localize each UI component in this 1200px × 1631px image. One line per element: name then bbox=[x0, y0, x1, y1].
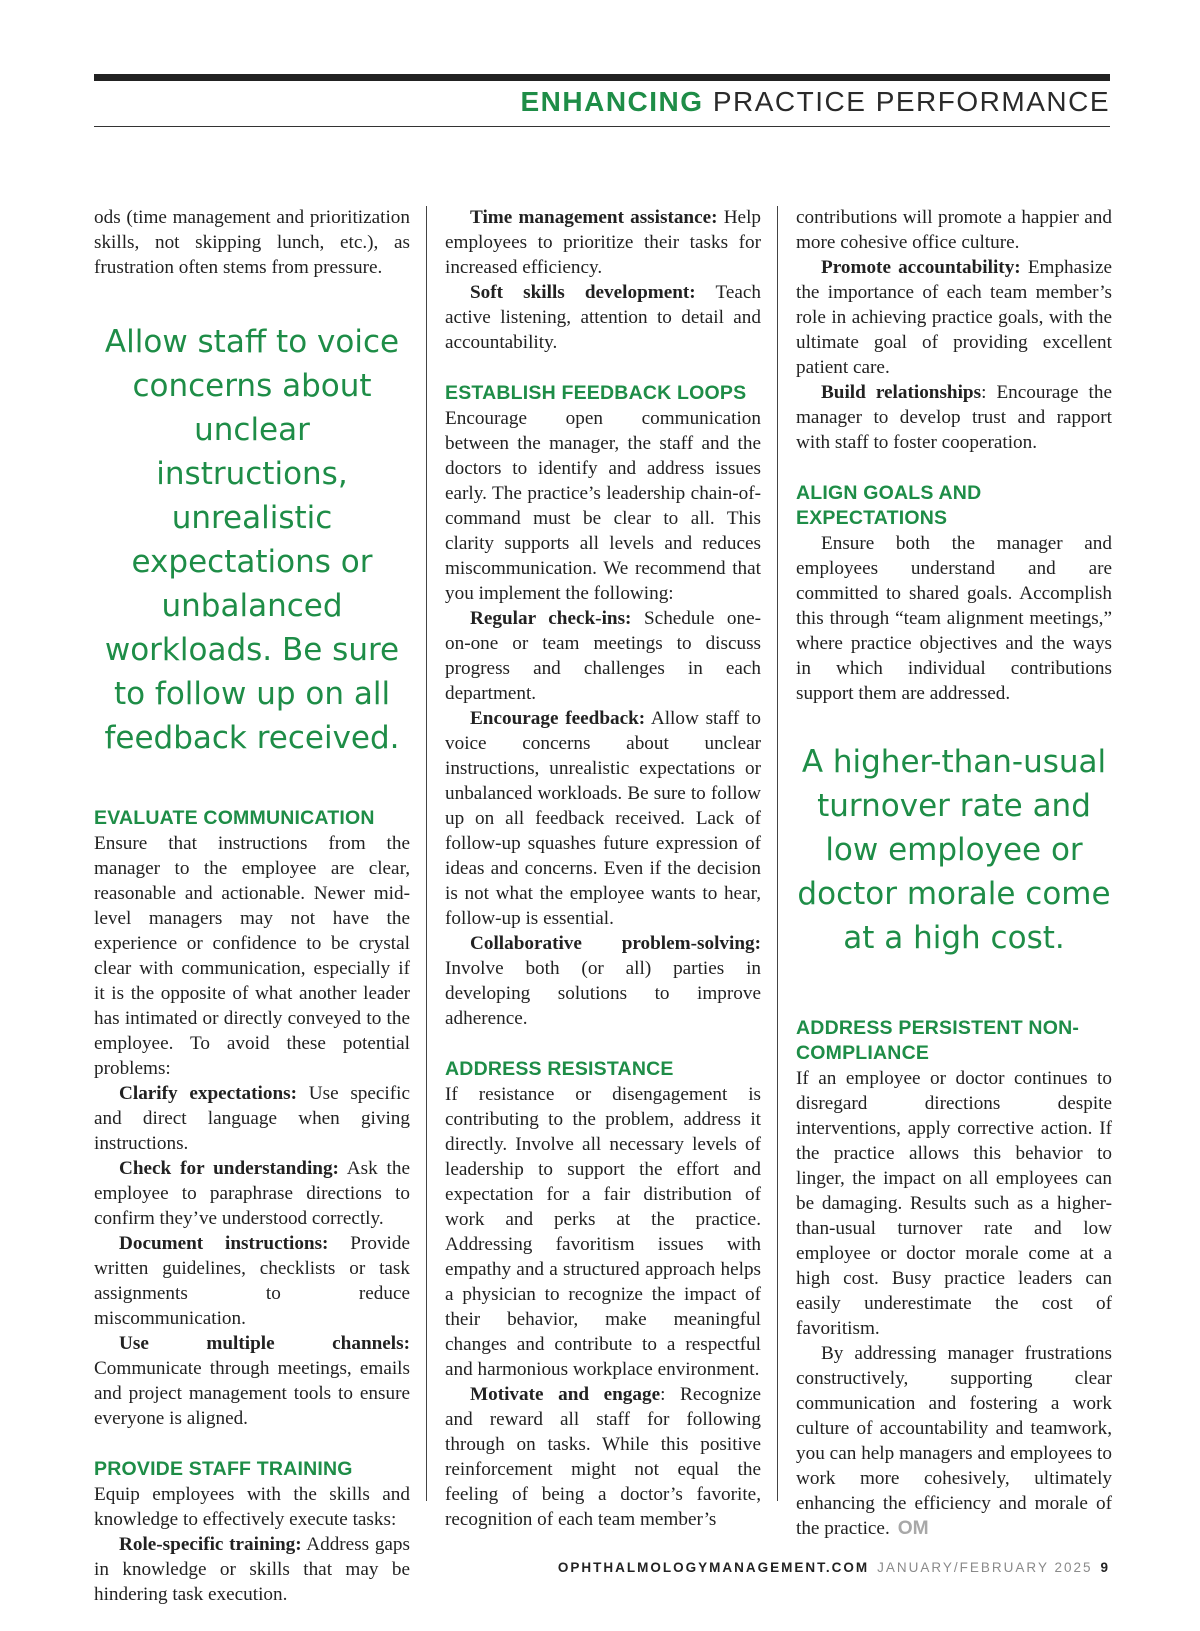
document-text: Provide written guidelines, checklists or task assignments to reduce miscommunication. bbox=[94, 1233, 410, 1329]
check-item bbox=[94, 1156, 410, 1231]
motivate-text: : Recognize and reward all staff for following through on tasks. While this positive reinforcement might not equal the feeling of being a doctor’s favorite, recognition of each team member’s bbox=[445, 1384, 761, 1530]
column-divider-right bbox=[777, 206, 778, 1501]
checkins-term: Regular check-ins: bbox=[470, 608, 632, 629]
pull-quote-feedback: Allow staff to voice concerns about unclear instructions, unrealistic expectations or unbalanced workloads. Be sure to follow up on all feedback received. bbox=[104, 324, 400, 756]
header-rule bbox=[94, 126, 1110, 127]
persistent-paragraph: If an employee or doctor continues to disregard directions despite interventions, apply corrective action. If the practice allows this behavior to linger, the impact on all employees can be damaging. Results such as a higher-than-usual turnover rate and low employee or doctor morale come at a high cost. Busy practice leaders can easily underestimate the cost of favoritism. bbox=[796, 1068, 1112, 1339]
checkins-text: Schedule one-on-one or team meetings to discuss progress and challenges in each department. bbox=[445, 608, 761, 704]
document-item bbox=[94, 1231, 410, 1331]
page-number: 9 bbox=[1100, 1560, 1110, 1575]
column-middle bbox=[445, 205, 761, 1532]
checkins-item bbox=[445, 606, 761, 706]
clarify-text: Use specific and direct language when giving instructions. bbox=[94, 1083, 410, 1154]
build-item bbox=[796, 380, 1112, 455]
role-term: Role-specific training: bbox=[119, 1534, 302, 1555]
heading-align-goals: ALIGN GOALS AND EXPECTATIONS bbox=[796, 482, 982, 529]
time-term: Time management assistance: bbox=[470, 207, 718, 228]
footer-date: JANUARY/FEBRUARY 2025 bbox=[877, 1560, 1093, 1575]
heading-provide-staff-training: PROVIDE STAFF TRAINING bbox=[94, 1458, 353, 1480]
build-text: : Encourage the manager to develop trust and rapport with staff to foster cooperation. bbox=[796, 382, 1112, 453]
section-title: PRACTICE PERFORMANCE bbox=[712, 86, 1110, 117]
channels-term: Use multiple channels: bbox=[119, 1333, 410, 1354]
soft-text: Teach active listening, attention to detail and accountability. bbox=[445, 282, 761, 353]
closing-paragraph bbox=[796, 1341, 1112, 1541]
clarify-item bbox=[94, 1081, 410, 1156]
collab-item bbox=[445, 931, 761, 1031]
intro-paragraph: ods (time management and prioritization skills, not skipping lunch, etc.), as frustration often stems from pressure. bbox=[94, 207, 410, 278]
training-paragraph: Equip employees with the skills and knowledge to effectively execute tasks: bbox=[94, 1484, 410, 1530]
footer-site: OPHTHALMOLOGYMANAGEMENT.COM bbox=[557, 1560, 870, 1575]
column-left bbox=[94, 205, 410, 1607]
heading-persistent-noncompliance: ADDRESS PERSISTENT NON-COMPLIANCE bbox=[796, 1017, 1080, 1064]
time-item bbox=[445, 205, 761, 280]
document-term: Document instructions: bbox=[119, 1233, 329, 1254]
continuation-paragraph: contributions will promote a happier and more cohesive office culture. bbox=[796, 207, 1112, 253]
promote-text: Emphasize the importance of each team member’s role in achieving practice goals, with the ultimate goal of providing excellent patient care. bbox=[796, 257, 1112, 378]
role-item bbox=[94, 1532, 410, 1607]
channels-text: Communicate through meetings, emails and project management tools to ensure everyone is aligned. bbox=[94, 1358, 410, 1429]
resistance-paragraph: If resistance or disengagement is contributing to the problem, address it directly. Involve all necessary levels of leadership to support the effort and expectation for a fair distribution of work and perks at the practice. Addressing favoritism issues with empathy and a structured approach helps a physician to recognize the impact of their behavior, make meaningful changes and contribute to a respectful and harmonious workplace environment. bbox=[445, 1084, 761, 1380]
collab-text: Involve both (or all) parties in developing solutions to improve adherence. bbox=[445, 958, 761, 1029]
build-term: Build relationships bbox=[821, 382, 982, 403]
section-header bbox=[521, 86, 1111, 118]
page-footer bbox=[558, 1560, 1110, 1575]
column-right bbox=[796, 205, 1112, 1541]
top-rule bbox=[94, 74, 1110, 81]
motivate-term: Motivate and engage bbox=[470, 1384, 661, 1405]
motivate-item bbox=[445, 1382, 761, 1532]
role-text: Address gaps in knowledge or skills that may be hindering task execution. bbox=[94, 1534, 410, 1605]
encourage-item bbox=[445, 706, 761, 931]
closing-text: By addressing manager frustrations constructively, supporting clear communication and fostering a work culture of accountability and teamwork, you can help managers and employees to work more cohesively, ultimately enhancing the efficiency and morale of the practice. bbox=[796, 1343, 1112, 1539]
heading-evaluate-communication: EVALUATE COMMUNICATION bbox=[94, 807, 375, 829]
encourage-term: Encourage feedback: bbox=[470, 708, 646, 729]
evaluate-paragraph: Ensure that instructions from the manager to the employee are clear, reasonable and actionable. Newer mid-level managers may not have the experience or confidence to be crystal clear with communication, especially if it is the opposite of what another leader has intimated or directly conveyed to the employee. To avoid these potential problems: bbox=[94, 833, 410, 1079]
promote-term: Promote accountability: bbox=[821, 257, 1021, 278]
check-text: Ask the employee to paraphrase directions to confirm they’ve understood correctly. bbox=[94, 1158, 410, 1229]
soft-item bbox=[445, 280, 761, 355]
encourage-text: Allow staff to voice concerns about unclear instructions, unrealistic expectations or unbalanced workloads. Be sure to follow up on all feedback received. Lack of follow-up squashes future expression of ideas and concerns. Even if the decision is not what the employee wants to hear, follow-up is essential. bbox=[445, 708, 761, 929]
feedback-paragraph: Encourage open communication between the manager, the staff and the doctors to identify and address issues early. The practice’s leadership chain-of-command must be clear to all. This clarity supports all levels and reduces miscommunication. We recommend that you implement the following: bbox=[445, 408, 761, 604]
promote-item bbox=[796, 255, 1112, 380]
soft-term: Soft skills development: bbox=[470, 282, 696, 303]
heading-establish-feedback-loops: ESTABLISH FEEDBACK LOOPS bbox=[445, 382, 747, 404]
time-text: Help employees to prioritize their tasks for increased efficiency. bbox=[445, 207, 761, 278]
column-divider-left bbox=[426, 206, 427, 1501]
align-paragraph: Ensure both the manager and employees understand and are committed to shared goals. Accomplish this through “team alignment meetings,” where practice objectives and the ways in which individual contributions support them are addressed. bbox=[796, 533, 1112, 704]
check-term: Check for understanding: bbox=[119, 1158, 339, 1179]
heading-address-resistance: ADDRESS RESISTANCE bbox=[445, 1058, 674, 1080]
collab-term: Collaborative problem-solving: bbox=[470, 933, 761, 954]
section-keyword: ENHANCING bbox=[520, 86, 704, 117]
clarify-term: Clarify expectations: bbox=[119, 1083, 297, 1104]
channels-item bbox=[94, 1331, 410, 1431]
end-mark: OM bbox=[897, 1518, 929, 1539]
pull-quote-turnover: A higher-than-usual turnover rate and low employee or doctor morale come at a high cost. bbox=[797, 744, 1111, 956]
